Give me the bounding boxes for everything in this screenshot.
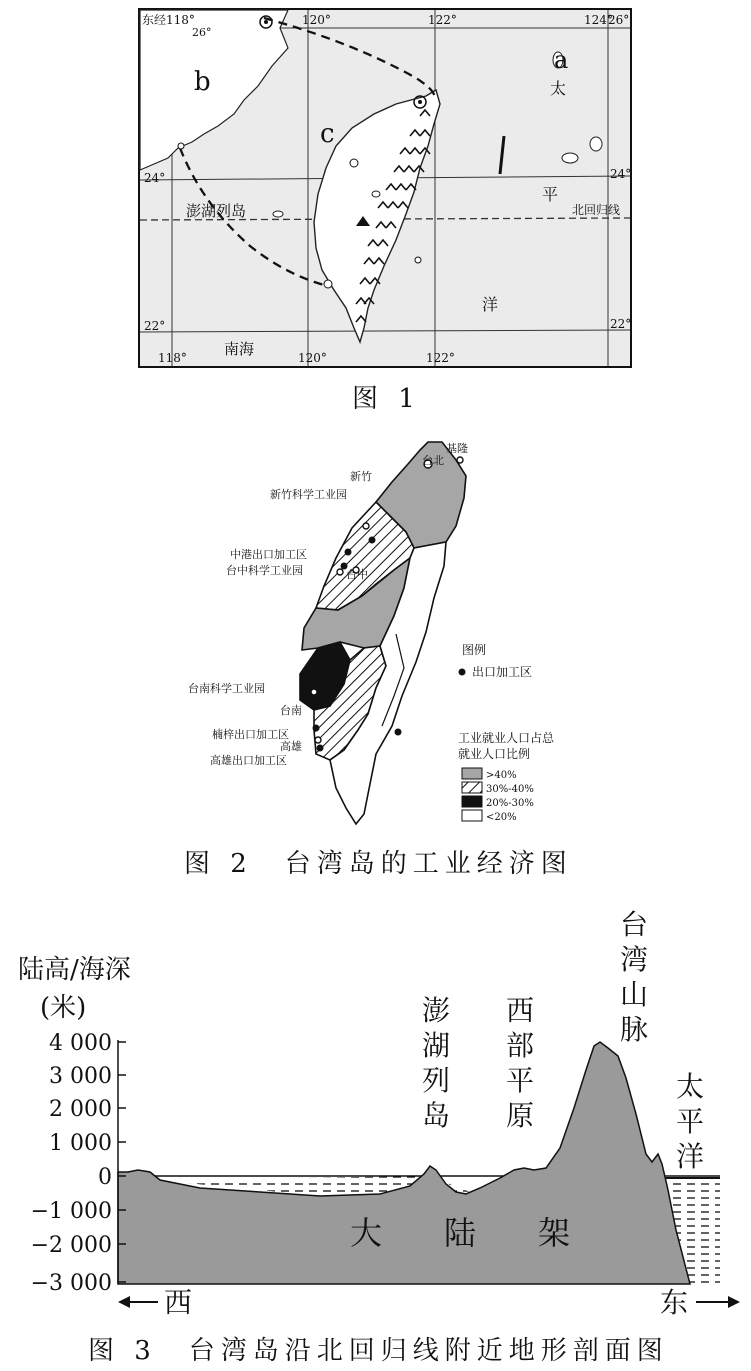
svg-text:>40%: >40%	[486, 770, 517, 781]
svg-text:1 000: 1 000	[49, 1131, 112, 1156]
figure-2-svg	[180, 436, 620, 836]
svg-text:太: 太	[550, 79, 567, 98]
svg-text:图例: 图例	[462, 643, 487, 657]
svg-text:楠梓出口加工区: 楠梓出口加工区	[212, 728, 289, 741]
figure-3-svg	[0, 900, 751, 1328]
svg-text:高雄: 高雄	[280, 740, 302, 753]
figure-2-map	[180, 436, 620, 836]
svg-text:东经118°: 东经118°	[142, 13, 195, 27]
svg-text:陆高/海深: 陆高/海深	[18, 955, 131, 985]
svg-text:24°: 24°	[144, 171, 166, 185]
svg-text:南海: 南海	[224, 340, 255, 358]
figure-1-svg	[138, 8, 632, 368]
svg-text:22°: 22°	[610, 317, 632, 331]
svg-text:30%-40%: 30%-40%	[486, 784, 534, 795]
svg-text:脉: 脉	[620, 1013, 649, 1046]
svg-text:26°: 26°	[608, 13, 630, 27]
legend-export-dot	[459, 669, 466, 676]
svg-text:部: 部	[506, 1029, 535, 1062]
svg-text:新竹: 新竹	[350, 470, 372, 483]
figure-3-caption: 图 3 台湾岛沿北回归线附近地形剖面图	[88, 1336, 669, 1366]
svg-text:西: 西	[164, 1286, 193, 1319]
svg-text:122°: 122°	[428, 13, 457, 27]
svg-text:4 000: 4 000	[49, 1031, 112, 1056]
svg-text:120°: 120°	[298, 351, 327, 365]
svg-text:大: 大	[350, 1214, 383, 1252]
figure-3-profile	[0, 900, 751, 1328]
svg-text:平: 平	[676, 1105, 705, 1138]
svg-text:124°: 124°	[584, 13, 613, 27]
svg-text:中港出口加工区: 中港出口加工区	[230, 548, 307, 561]
svg-text:新竹科学工业园: 新竹科学工业园	[270, 488, 347, 501]
svg-text:−2 000: −2 000	[30, 1233, 112, 1258]
svg-text:22°: 22°	[144, 319, 166, 333]
figure-2-caption: 图 2 台湾岛的工业经济图	[184, 849, 573, 879]
svg-text:118°: 118°	[158, 351, 187, 365]
figure-1-map	[138, 8, 632, 368]
svg-text:澎: 澎	[422, 994, 451, 1027]
svg-text:台: 台	[620, 908, 649, 941]
svg-text:20%-30%: 20%-30%	[486, 798, 534, 809]
svg-text:西: 西	[506, 994, 535, 1027]
svg-text:太: 太	[676, 1070, 705, 1103]
svg-text:2 000: 2 000	[49, 1097, 112, 1122]
svg-text:b: b	[194, 67, 211, 97]
svg-text:台南: 台南	[280, 704, 302, 717]
svg-text:平: 平	[506, 1064, 535, 1097]
svg-text:东: 东	[660, 1286, 689, 1319]
figure-1-caption: 图 1	[352, 384, 421, 414]
svg-text:(米): (米)	[40, 993, 87, 1023]
svg-text:−1 000: −1 000	[30, 1199, 112, 1224]
svg-text:26°: 26°	[192, 26, 212, 39]
terrain-section	[118, 1042, 690, 1284]
svg-text:c: c	[320, 119, 335, 149]
svg-text:陆: 陆	[444, 1214, 477, 1252]
svg-text:122°: 122°	[426, 351, 455, 365]
svg-text:平: 平	[542, 185, 559, 204]
svg-text:出口加工区: 出口加工区	[472, 665, 533, 679]
svg-text:台中科学工业园: 台中科学工业园	[226, 564, 303, 577]
svg-text:洋: 洋	[482, 295, 499, 314]
svg-text:a: a	[554, 46, 569, 74]
svg-text:洋: 洋	[676, 1140, 705, 1173]
svg-text:基隆: 基隆	[446, 442, 468, 455]
svg-text:台中: 台中	[346, 568, 368, 581]
svg-text:架: 架	[538, 1214, 571, 1252]
svg-text:高雄出口加工区: 高雄出口加工区	[210, 754, 287, 767]
svg-text:0: 0	[98, 1165, 112, 1190]
figure-2-legend	[458, 642, 555, 823]
svg-text:湾: 湾	[620, 943, 649, 976]
svg-text:列: 列	[422, 1064, 451, 1097]
svg-text:120°: 120°	[302, 13, 331, 27]
svg-text:−3 000: −3 000	[30, 1271, 112, 1296]
svg-text:湖: 湖	[422, 1029, 451, 1062]
svg-text:<20%: <20%	[486, 812, 517, 823]
svg-text:岛: 岛	[422, 1099, 451, 1132]
svg-text:澎湖列岛: 澎湖列岛	[186, 202, 247, 220]
svg-text:3 000: 3 000	[49, 1064, 112, 1089]
svg-text:原: 原	[506, 1099, 535, 1132]
svg-text:台北: 台北	[422, 454, 444, 467]
svg-text:24°: 24°	[610, 167, 632, 181]
svg-text:工业就业人口占总: 工业就业人口占总	[458, 731, 555, 745]
svg-text:台南科学工业园: 台南科学工业园	[188, 682, 265, 695]
svg-text:山: 山	[620, 978, 649, 1011]
svg-text:北回归线: 北回归线	[572, 203, 621, 217]
svg-text:就业人口比例: 就业人口比例	[458, 747, 531, 761]
